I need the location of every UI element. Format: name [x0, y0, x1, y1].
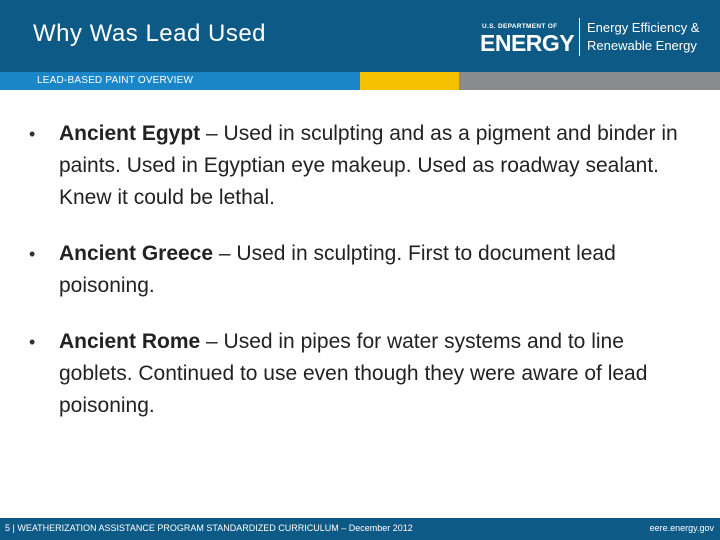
bullet-text: – Used in pipes for water systems and to line goblets. Continued to use even though they were aware of lead poisoning.: [59, 330, 648, 417]
footer-url[interactable]: eere.energy.gov: [649, 523, 714, 533]
bullet-glyph: •: [29, 244, 36, 264]
bullet-list: [29, 118, 694, 446]
bullet-item-egypt: [29, 118, 694, 214]
logo-divider: [579, 18, 580, 56]
bullet-text: – Used in sculpting and as a pigment and binder in paints. Used in Egyptian eye makeup. Used as roadway sealant. Knew it could be lethal.: [59, 122, 678, 209]
logo-office-line1: Energy Efficiency &: [587, 20, 700, 35]
bullet-item-greece: [29, 238, 694, 302]
section-label: LEAD-BASED PAINT OVERVIEW: [37, 75, 194, 86]
bullet-glyph: •: [29, 124, 36, 144]
section-bar-yellow: [360, 72, 459, 90]
bullet-glyph: •: [29, 332, 36, 352]
header-bar: [0, 0, 720, 72]
slide-title: Why Was Lead Used: [33, 20, 267, 47]
section-bar: [0, 72, 720, 90]
bullet-term: Ancient Greece: [59, 242, 214, 265]
logo-office-line2: Renewable Energy: [587, 38, 697, 53]
bullet-term: Ancient Egypt: [59, 122, 201, 145]
section-bar-gray: [459, 72, 720, 90]
logo-dept-name: ENERGY: [480, 30, 575, 56]
logo-office-name: [587, 19, 699, 55]
footer-bar: [0, 518, 720, 540]
bullet-term: Ancient Rome: [59, 330, 201, 353]
bullet-text: – Used in sculpting. First to document lead poisoning.: [59, 242, 616, 297]
doe-eere-logo: [480, 16, 714, 58]
logo-dept-line: U.S. DEPARTMENT OF: [482, 23, 558, 30]
footer-left-text: 5 | WEATHERIZATION ASSISTANCE PROGRAM STANDARDIZED CURRICULUM – December 2012: [5, 523, 413, 533]
bullet-item-rome: [29, 326, 694, 422]
